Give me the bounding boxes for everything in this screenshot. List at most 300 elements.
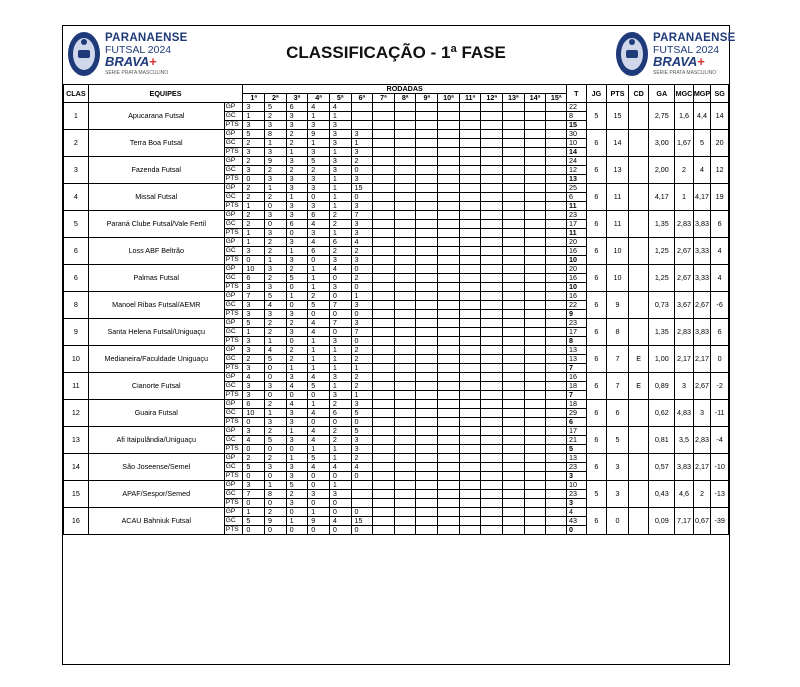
- round-value: 3: [243, 148, 265, 157]
- classification-sheet: [62, 25, 736, 665]
- round-value: [351, 112, 373, 121]
- round-value: [373, 337, 395, 346]
- round-value: 6: [243, 400, 265, 409]
- round-value: 0: [286, 283, 308, 292]
- team-pts: 10: [607, 238, 629, 265]
- round-value: 1: [329, 364, 351, 373]
- round-value: [481, 364, 503, 373]
- round-value: 3: [286, 112, 308, 121]
- round-value: 3: [243, 391, 265, 400]
- row-label: GP: [224, 211, 243, 220]
- round-value: [373, 202, 395, 211]
- row-label: PTS: [224, 256, 243, 265]
- team-name: Afi Itaipulândia/Uniguaçu: [88, 427, 224, 454]
- round-value: 3: [329, 337, 351, 346]
- round-value: [503, 193, 525, 202]
- round-value: [438, 499, 460, 508]
- round-value: 0: [243, 445, 265, 454]
- round-value: [524, 112, 546, 121]
- team-cd: [628, 508, 649, 535]
- team-name: Medianeira/Faculdade Uniguaçu: [88, 346, 224, 373]
- round-value: 1: [243, 328, 265, 337]
- round-value: 4: [329, 463, 351, 472]
- team-mgc: 2,83: [675, 211, 694, 238]
- round-value: [373, 508, 395, 517]
- round-value: [373, 418, 395, 427]
- team-jg: 6: [586, 238, 607, 265]
- round-value: 2: [351, 274, 373, 283]
- team-position: 6: [64, 238, 89, 265]
- round-value: 0: [329, 292, 351, 301]
- total-gp: 10: [567, 481, 587, 490]
- round-value: 5: [264, 355, 286, 364]
- round-value: [373, 373, 395, 382]
- row-label: GC: [224, 436, 243, 445]
- round-value: [438, 211, 460, 220]
- round-value: [373, 346, 395, 355]
- team-mgc: 2,83: [675, 319, 694, 346]
- round-value: 1: [286, 427, 308, 436]
- col-header-round: 6ª: [351, 94, 373, 103]
- team-sg: -6: [711, 292, 729, 319]
- round-value: [373, 472, 395, 481]
- round-value: [373, 436, 395, 445]
- table-row: [64, 103, 729, 112]
- round-value: [524, 418, 546, 427]
- team-cd: [628, 184, 649, 211]
- round-value: [481, 175, 503, 184]
- round-value: [416, 220, 438, 229]
- round-value: [459, 310, 481, 319]
- round-value: [416, 283, 438, 292]
- round-value: [546, 139, 567, 148]
- team-sg: -4: [711, 427, 729, 454]
- round-value: 3: [308, 175, 330, 184]
- round-value: [416, 184, 438, 193]
- team-mgp: 2,67: [693, 292, 711, 319]
- round-value: [524, 121, 546, 130]
- round-value: 4: [308, 103, 330, 112]
- logo-line1: PARANAENSE: [653, 32, 736, 44]
- round-value: [524, 265, 546, 274]
- round-value: [416, 166, 438, 175]
- round-value: 1: [264, 139, 286, 148]
- round-value: [503, 229, 525, 238]
- total-pts: 7: [567, 391, 587, 400]
- table-row: [64, 130, 729, 139]
- round-value: 2: [243, 454, 265, 463]
- round-value: [546, 409, 567, 418]
- round-value: [416, 265, 438, 274]
- round-value: [481, 454, 503, 463]
- round-value: [438, 454, 460, 463]
- team-position: 5: [64, 211, 89, 238]
- col-header-round: 15ª: [546, 94, 567, 103]
- round-value: 0: [308, 499, 330, 508]
- round-value: [546, 130, 567, 139]
- row-label: GP: [224, 427, 243, 436]
- round-value: [459, 121, 481, 130]
- team-sg: 6: [711, 319, 729, 346]
- round-value: 9: [308, 517, 330, 526]
- round-value: 6: [243, 274, 265, 283]
- row-label: GC: [224, 355, 243, 364]
- round-value: 2: [264, 328, 286, 337]
- team-mgp: 3: [693, 400, 711, 427]
- round-value: [546, 184, 567, 193]
- round-value: [459, 337, 481, 346]
- round-value: 2: [286, 319, 308, 328]
- team-mgc: 7,17: [675, 508, 694, 535]
- round-value: [438, 103, 460, 112]
- round-value: [503, 436, 525, 445]
- round-value: [524, 526, 546, 535]
- row-label: GP: [224, 454, 243, 463]
- row-label: PTS: [224, 121, 243, 130]
- team-sg: -11: [711, 400, 729, 427]
- round-value: [373, 103, 395, 112]
- round-value: [416, 139, 438, 148]
- round-value: 3: [243, 346, 265, 355]
- table-row: [64, 184, 729, 193]
- col-header-total: T: [567, 85, 587, 103]
- round-value: [546, 202, 567, 211]
- round-value: [438, 292, 460, 301]
- round-value: [481, 382, 503, 391]
- total-pts: 0: [567, 526, 587, 535]
- round-value: 4: [308, 319, 330, 328]
- round-value: [394, 418, 416, 427]
- round-value: [481, 427, 503, 436]
- total-gc: 29: [567, 409, 587, 418]
- round-value: 3: [351, 436, 373, 445]
- round-value: [438, 301, 460, 310]
- logo-line4: SÉRIE PRATA MASCULINO: [653, 70, 717, 76]
- round-value: [503, 490, 525, 499]
- round-value: [459, 319, 481, 328]
- round-value: [481, 373, 503, 382]
- team-position: 10: [64, 346, 89, 373]
- team-pts: 10: [607, 265, 629, 292]
- total-pts: 3: [567, 472, 587, 481]
- round-value: [459, 382, 481, 391]
- total-gc: 6: [567, 193, 587, 202]
- team-sg: 19: [711, 184, 729, 211]
- round-value: 3: [243, 103, 265, 112]
- round-value: 2: [286, 130, 308, 139]
- round-value: 0: [351, 193, 373, 202]
- round-value: 1: [286, 454, 308, 463]
- round-value: 0: [286, 391, 308, 400]
- row-label: PTS: [224, 229, 243, 238]
- row-label: GC: [224, 490, 243, 499]
- team-pts: 15: [607, 103, 629, 130]
- round-value: 2: [351, 346, 373, 355]
- team-jg: 6: [586, 454, 607, 481]
- round-value: 5: [264, 103, 286, 112]
- row-label: GC: [224, 139, 243, 148]
- round-value: 3: [264, 148, 286, 157]
- round-value: [438, 157, 460, 166]
- round-value: [416, 256, 438, 265]
- round-value: 7: [243, 292, 265, 301]
- team-pts: 14: [607, 130, 629, 157]
- team-position: 13: [64, 427, 89, 454]
- round-value: [524, 355, 546, 364]
- round-value: [546, 517, 567, 526]
- round-value: [546, 337, 567, 346]
- round-value: 7: [243, 490, 265, 499]
- round-value: [481, 499, 503, 508]
- round-value: [373, 139, 395, 148]
- round-value: [438, 472, 460, 481]
- row-label: GP: [224, 508, 243, 517]
- round-value: [459, 373, 481, 382]
- round-value: [524, 310, 546, 319]
- round-value: [373, 481, 395, 490]
- total-gp: 4: [567, 508, 587, 517]
- team-mgp: 4,17: [693, 184, 711, 211]
- round-value: 0: [264, 202, 286, 211]
- round-value: [373, 328, 395, 337]
- round-value: [416, 301, 438, 310]
- round-value: [459, 454, 481, 463]
- round-value: [394, 355, 416, 364]
- round-value: [524, 400, 546, 409]
- round-value: [438, 337, 460, 346]
- team-jg: 6: [586, 265, 607, 292]
- table-row: [64, 427, 729, 436]
- standings-table: [63, 84, 729, 535]
- round-value: [438, 418, 460, 427]
- row-label: GC: [224, 247, 243, 256]
- total-gc: 43: [567, 517, 587, 526]
- round-value: [438, 526, 460, 535]
- round-value: 3: [286, 211, 308, 220]
- round-value: [394, 247, 416, 256]
- round-value: [416, 274, 438, 283]
- round-value: [524, 130, 546, 139]
- round-value: [546, 427, 567, 436]
- table-row: [64, 319, 729, 328]
- round-value: 2: [243, 139, 265, 148]
- round-value: [524, 508, 546, 517]
- round-value: 2: [264, 112, 286, 121]
- round-value: [394, 301, 416, 310]
- round-value: 0: [286, 508, 308, 517]
- round-value: 3: [243, 427, 265, 436]
- round-value: [503, 481, 525, 490]
- round-value: [459, 418, 481, 427]
- round-value: [394, 490, 416, 499]
- round-value: 7: [351, 211, 373, 220]
- row-label: GC: [224, 301, 243, 310]
- round-value: [459, 481, 481, 490]
- round-value: 5: [308, 382, 330, 391]
- round-value: [394, 526, 416, 535]
- round-value: [503, 463, 525, 472]
- total-gc: 8: [567, 112, 587, 121]
- round-value: [416, 229, 438, 238]
- round-value: [503, 526, 525, 535]
- round-value: [373, 463, 395, 472]
- round-value: [394, 373, 416, 382]
- team-name: Missal Futsal: [88, 184, 224, 211]
- logo-line4: SÉRIE PRATA MASCULINO: [105, 70, 169, 76]
- team-mgc: 2,67: [675, 265, 694, 292]
- team-pts: 11: [607, 211, 629, 238]
- row-label: GP: [224, 238, 243, 247]
- team-cd: [628, 427, 649, 454]
- round-value: 0: [351, 265, 373, 274]
- round-value: [394, 220, 416, 229]
- round-value: [438, 508, 460, 517]
- row-label: PTS: [224, 364, 243, 373]
- round-value: [503, 508, 525, 517]
- round-value: 3: [329, 391, 351, 400]
- round-value: [416, 121, 438, 130]
- round-value: [524, 103, 546, 112]
- round-value: 3: [286, 472, 308, 481]
- table-row: [64, 265, 729, 274]
- round-value: [394, 472, 416, 481]
- round-value: 0: [286, 301, 308, 310]
- row-label: GC: [224, 112, 243, 121]
- round-value: [459, 499, 481, 508]
- col-header-round: 4ª: [308, 94, 330, 103]
- round-value: [416, 328, 438, 337]
- round-value: 0: [286, 337, 308, 346]
- round-value: [394, 121, 416, 130]
- round-value: 1: [308, 283, 330, 292]
- round-value: [394, 229, 416, 238]
- round-value: [481, 328, 503, 337]
- round-value: [546, 166, 567, 175]
- team-sg: 20: [711, 130, 729, 157]
- round-value: 2: [329, 211, 351, 220]
- col-header-round: 14ª: [524, 94, 546, 103]
- round-value: [438, 328, 460, 337]
- round-value: 9: [308, 130, 330, 139]
- round-value: [459, 391, 481, 400]
- round-value: [524, 211, 546, 220]
- round-value: 0: [264, 499, 286, 508]
- round-value: 3: [264, 310, 286, 319]
- team-mgc: 2,17: [675, 346, 694, 373]
- round-value: 0: [264, 364, 286, 373]
- round-value: 0: [351, 526, 373, 535]
- round-value: [373, 283, 395, 292]
- round-value: 3: [286, 202, 308, 211]
- round-value: 0: [308, 193, 330, 202]
- round-value: [546, 445, 567, 454]
- round-value: [524, 184, 546, 193]
- round-value: 4: [308, 220, 330, 229]
- round-value: [459, 472, 481, 481]
- round-value: 0: [308, 310, 330, 319]
- total-gc: 10: [567, 139, 587, 148]
- team-position: 11: [64, 373, 89, 400]
- round-value: 0: [264, 220, 286, 229]
- total-pts: 8: [567, 337, 587, 346]
- team-mgp: 2,67: [693, 373, 711, 400]
- round-value: [524, 148, 546, 157]
- round-value: [394, 265, 416, 274]
- round-value: 1: [308, 139, 330, 148]
- round-value: [481, 193, 503, 202]
- round-value: [438, 130, 460, 139]
- round-value: 0: [351, 472, 373, 481]
- round-value: [373, 292, 395, 301]
- table-row: [64, 211, 729, 220]
- round-value: [373, 184, 395, 193]
- round-value: 0: [264, 472, 286, 481]
- team-cd: [628, 292, 649, 319]
- round-value: [546, 301, 567, 310]
- round-value: 1: [264, 256, 286, 265]
- total-gp: 17: [567, 427, 587, 436]
- round-value: 1: [329, 229, 351, 238]
- round-value: [524, 454, 546, 463]
- round-value: 2: [286, 265, 308, 274]
- round-value: [524, 364, 546, 373]
- team-pts: 8: [607, 319, 629, 346]
- col-header-rounds: RODADAS: [243, 85, 567, 94]
- round-value: [546, 175, 567, 184]
- row-label: GP: [224, 265, 243, 274]
- round-value: [416, 382, 438, 391]
- team-position: 6: [64, 265, 89, 292]
- total-pts: 10: [567, 283, 587, 292]
- round-value: 1: [308, 445, 330, 454]
- round-value: [416, 373, 438, 382]
- round-value: [503, 382, 525, 391]
- round-value: [394, 436, 416, 445]
- round-value: 2: [243, 193, 265, 202]
- round-value: 4: [308, 328, 330, 337]
- round-value: [438, 202, 460, 211]
- round-value: [503, 328, 525, 337]
- round-value: 1: [308, 355, 330, 364]
- round-value: 2: [329, 427, 351, 436]
- team-pts: 5: [607, 427, 629, 454]
- round-value: 0: [329, 274, 351, 283]
- round-value: [524, 256, 546, 265]
- col-header-mgp: MGP: [693, 85, 711, 103]
- round-value: [546, 508, 567, 517]
- round-value: [416, 463, 438, 472]
- round-value: [459, 364, 481, 373]
- round-value: 5: [243, 463, 265, 472]
- team-ga: 0,09: [649, 508, 675, 535]
- round-value: [438, 220, 460, 229]
- round-value: 3: [264, 229, 286, 238]
- team-ga: 0,73: [649, 292, 675, 319]
- round-value: 4: [351, 238, 373, 247]
- round-value: [524, 166, 546, 175]
- round-value: [373, 526, 395, 535]
- round-value: [546, 499, 567, 508]
- team-pts: 11: [607, 184, 629, 211]
- round-value: [438, 229, 460, 238]
- total-gc: 17: [567, 328, 587, 337]
- team-position: 14: [64, 454, 89, 481]
- round-value: [373, 445, 395, 454]
- round-value: [373, 499, 395, 508]
- team-sg: 12: [711, 157, 729, 184]
- round-value: 3: [308, 184, 330, 193]
- team-ga: 0,62: [649, 400, 675, 427]
